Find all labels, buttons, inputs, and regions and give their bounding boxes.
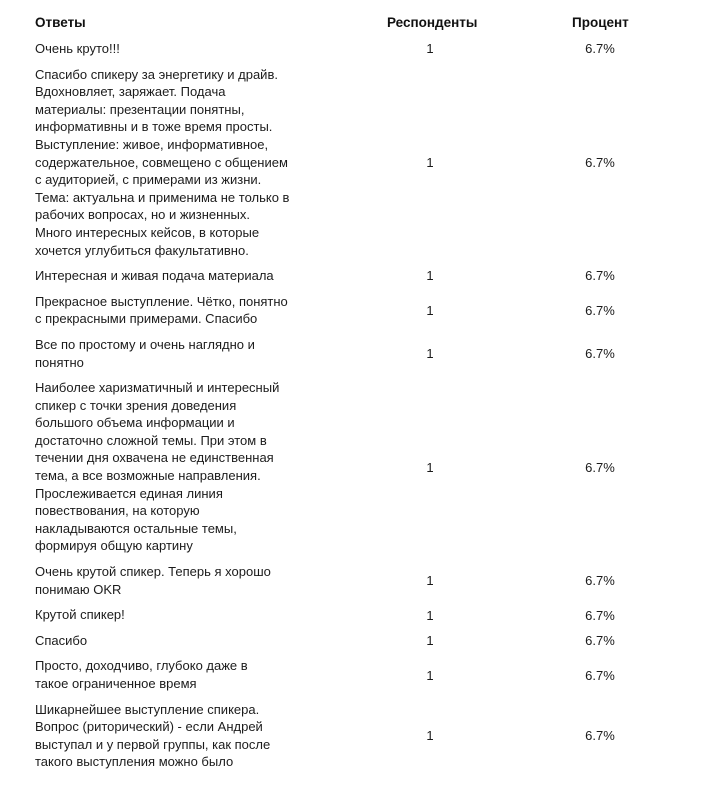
answer-text: Крутой спикер! bbox=[35, 607, 125, 623]
column-header-percent: Процент bbox=[572, 15, 629, 30]
percent-value: 6.7% bbox=[585, 302, 615, 318]
percent-value: 6.7% bbox=[585, 667, 615, 683]
table-row bbox=[0, 632, 705, 650]
answer-text: Очень круто!!! bbox=[35, 41, 120, 56]
table-row bbox=[0, 267, 705, 285]
answer-text: Наиболее харизматичный и интересный спикер с точки зрения доведения большого объема информации и достаточно сложной темы. При этом в течении дня охвачена не единственная тема, а все возможные направления. Прослеживается единая линия повествования, на которую накладываются остальные темы, формируя общую картину bbox=[35, 380, 280, 554]
table-row bbox=[0, 379, 705, 555]
percent-value: 6.7% bbox=[585, 346, 615, 361]
respondents-count: 1 bbox=[426, 633, 434, 649]
percent-value: 6.7% bbox=[585, 154, 615, 170]
table-row bbox=[0, 66, 705, 260]
answer-text: Спасибо спикеру за энергетику и драйв. Вдохновляет, заряжает. Подача материалы: презентации понятны, информативны и в тоже время просты. Выступление: живое, информативное, содержательное, совмещено с общением с аудиторией, с примерами из жизни. Тема: актуальна и применима не только в рабочих вопросах, но и жизненных. Много интересных кейсов, в которые хочется углубиться факультативно. bbox=[35, 66, 290, 258]
answer-text: Спасибо bbox=[35, 632, 88, 648]
answer-text: Очень крутой спикер. Теперь я хорошо понимаю OKR bbox=[35, 564, 271, 597]
table-row bbox=[0, 40, 705, 58]
results-table-body bbox=[0, 40, 705, 779]
column-header-answers: Ответы bbox=[35, 15, 86, 30]
table-row bbox=[0, 606, 705, 624]
respondents-count: 1 bbox=[426, 728, 434, 744]
table-row bbox=[0, 293, 705, 328]
percent-value: 6.7% bbox=[585, 633, 615, 649]
table-row bbox=[0, 563, 705, 598]
respondents-count: 1 bbox=[426, 41, 434, 57]
respondents-count: 1 bbox=[426, 268, 434, 284]
answer-text: Интересная и живая подача материала bbox=[35, 268, 274, 284]
percent-value: 6.7% bbox=[585, 728, 615, 744]
percent-value: 6.7% bbox=[585, 268, 615, 284]
table-row bbox=[0, 701, 705, 771]
answer-text: Прекрасное выступление. Чётко, понятно с прекрасными примерами. Спасибо bbox=[35, 293, 288, 327]
respondents-count: 1 bbox=[426, 667, 434, 683]
column-header-respondents: Респонденты bbox=[387, 15, 478, 30]
table-row bbox=[0, 657, 705, 692]
respondents-count: 1 bbox=[426, 607, 434, 623]
respondents-count: 1 bbox=[426, 154, 434, 170]
table-header bbox=[0, 0, 705, 40]
table-row bbox=[0, 336, 705, 371]
respondents-count: 1 bbox=[426, 302, 434, 318]
percent-value: 6.7% bbox=[585, 607, 615, 623]
answer-text: Просто, доходчиво, глубоко даже в такое ограниченное время bbox=[35, 658, 248, 691]
percent-value: 6.7% bbox=[585, 573, 615, 589]
answer-text: Все по простому и очень наглядно и понятно bbox=[35, 336, 255, 370]
respondents-count: 1 bbox=[426, 573, 434, 589]
answer-text: Шикарнейшее выступление спикера. Вопрос (риторический) - если Андрей выступал и у первой группы, как после такого выступления можно было bbox=[35, 701, 271, 770]
percent-value: 6.7% bbox=[585, 459, 615, 475]
percent-value: 6.7% bbox=[585, 41, 615, 57]
respondents-count: 1 bbox=[426, 346, 434, 361]
respondents-count: 1 bbox=[426, 459, 434, 475]
